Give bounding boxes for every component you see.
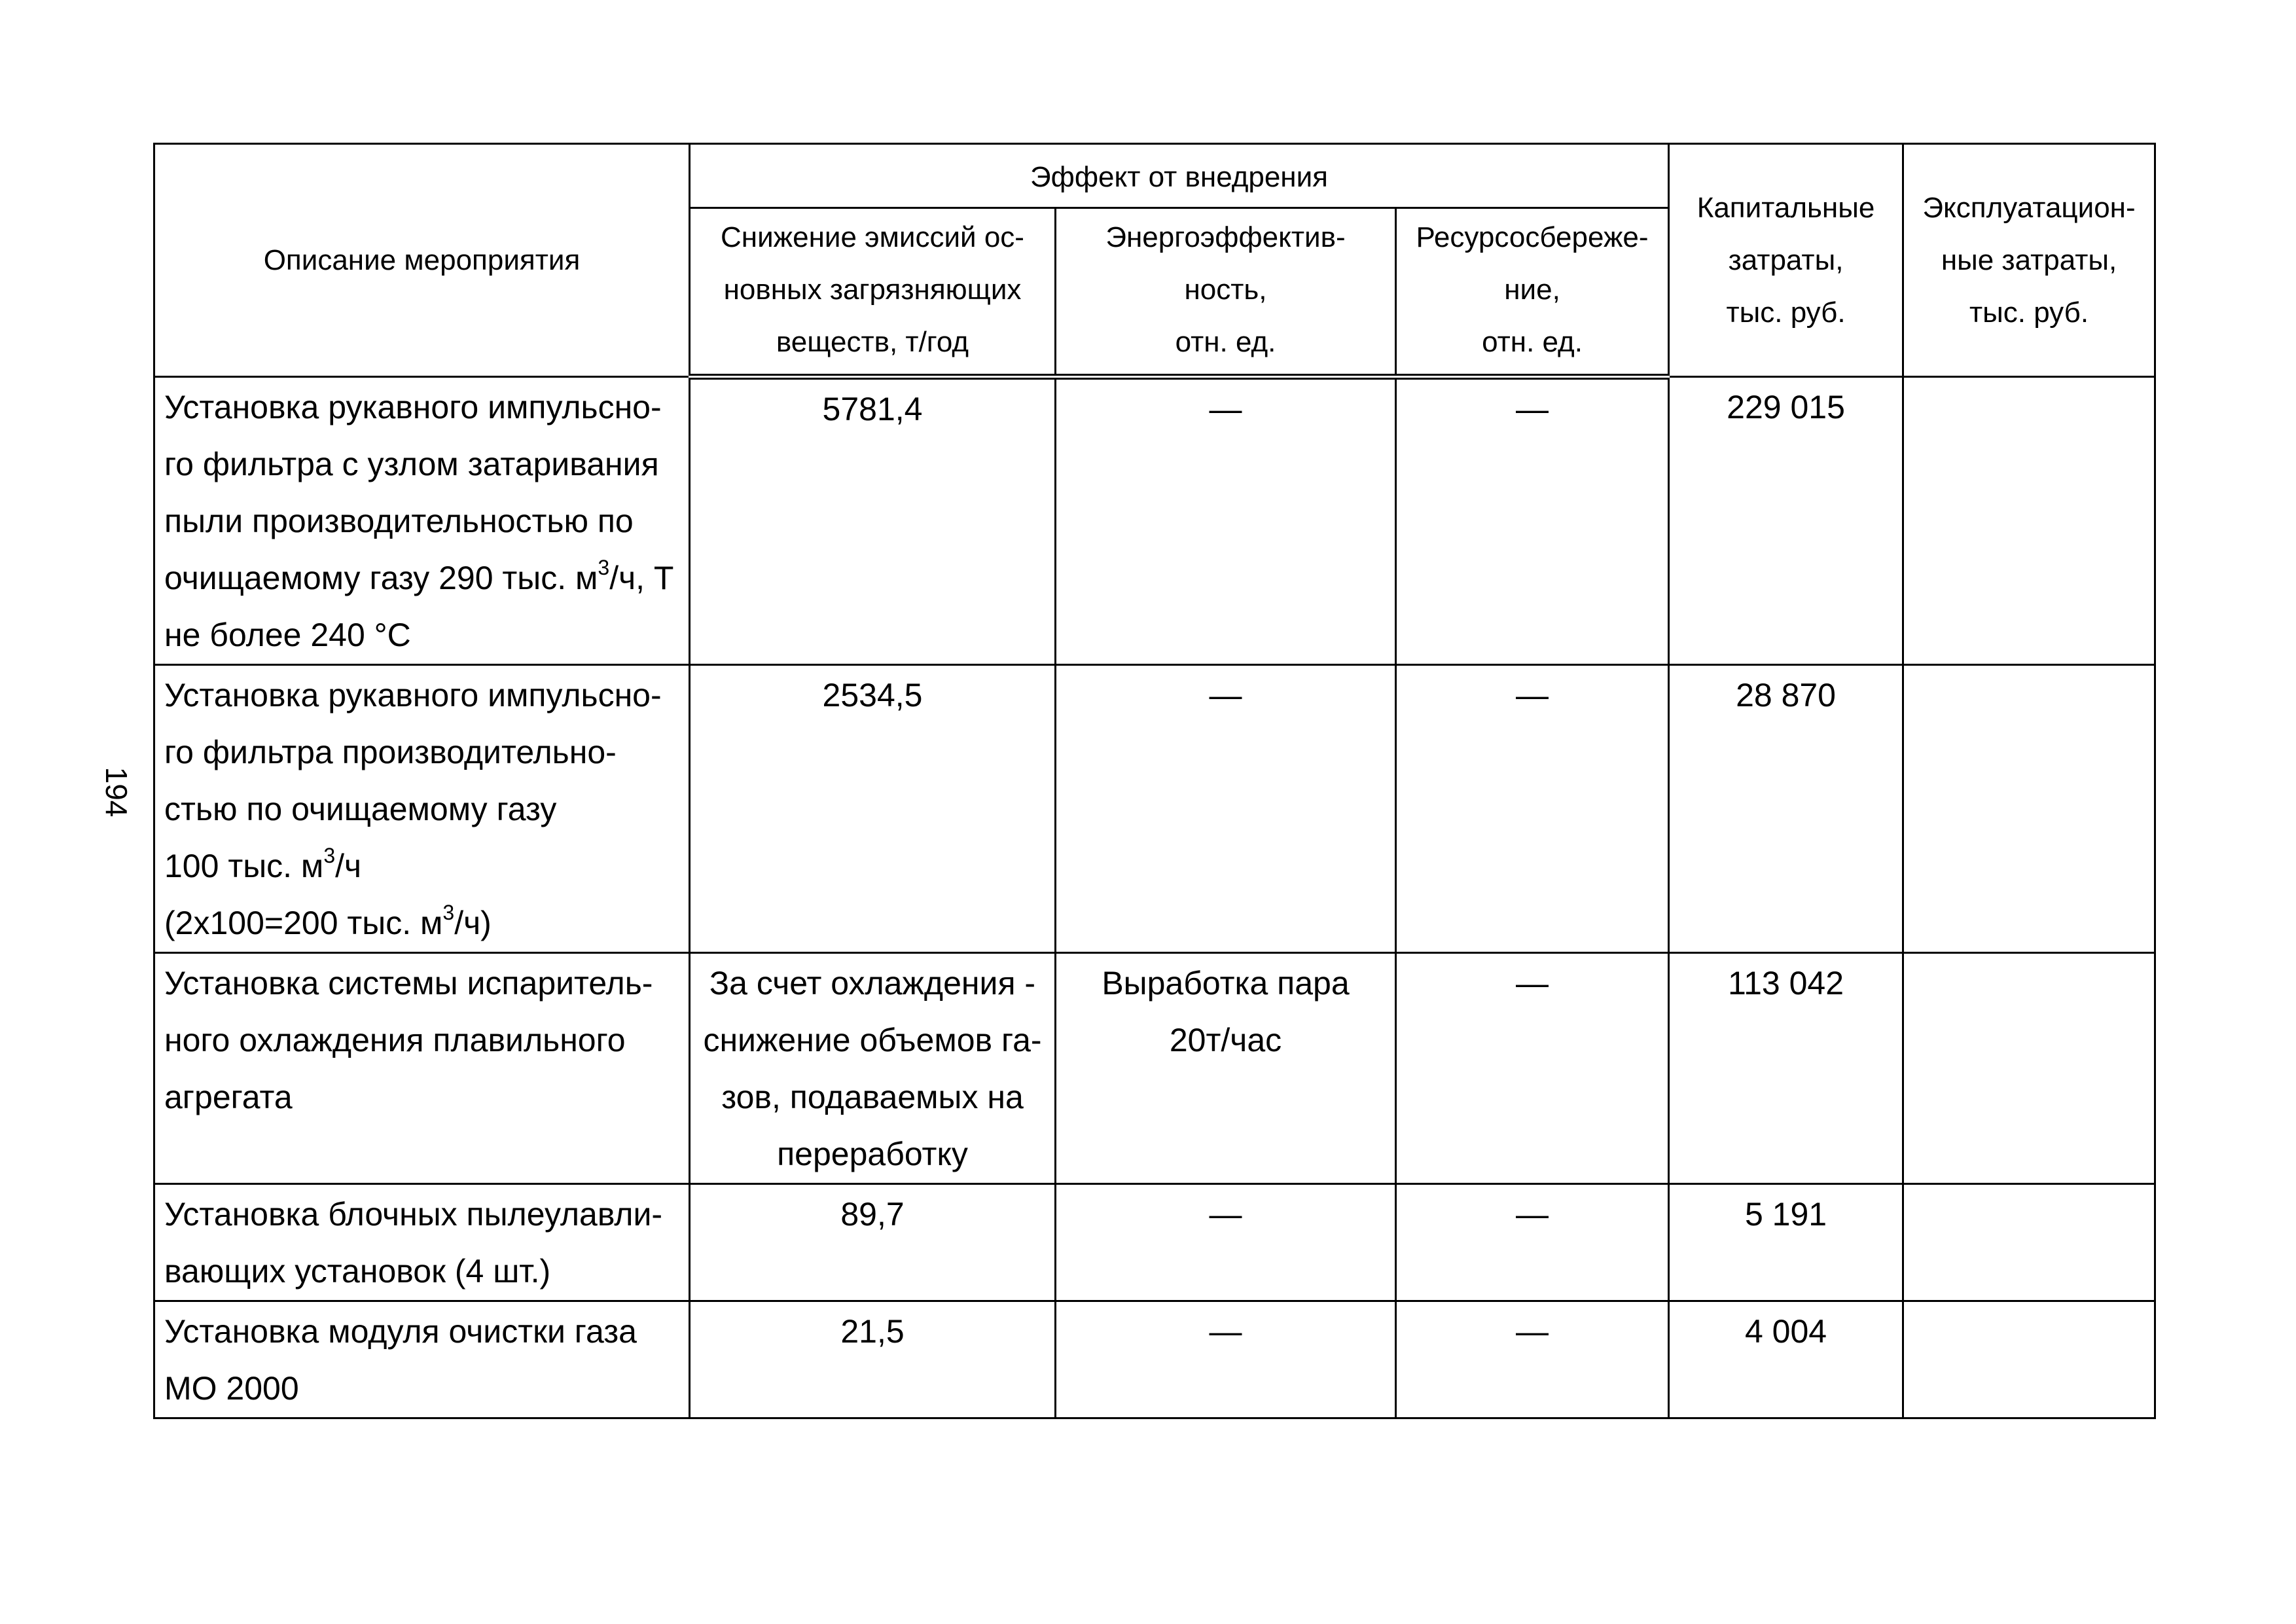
header-resource-line: Ресурсосбереже- — [1416, 221, 1649, 253]
header-description — [154, 144, 690, 377]
header-capital-line: затраты, — [1728, 244, 1844, 276]
cell-operating — [1903, 377, 2155, 665]
cell-value: 5781,4 — [822, 391, 923, 427]
superscript: 3 — [598, 556, 610, 579]
header-capital — [1669, 144, 1903, 377]
cell-value: 20т/час — [1169, 1022, 1282, 1058]
cell-value: Выработка пара — [1102, 965, 1350, 1001]
cell-emissions — [690, 953, 1056, 1184]
cell-value: — — [1516, 677, 1549, 713]
description-line: Установка рукавного импульсно- — [164, 389, 662, 425]
cell-energy — [1056, 953, 1396, 1184]
description-line: стью по очищаемому газу — [164, 791, 557, 827]
cell-value: — — [1516, 391, 1549, 427]
header-energy — [1056, 208, 1396, 377]
description-line: не более 240 °С — [164, 617, 411, 653]
cell-energy — [1056, 1301, 1396, 1418]
header-emissions-line: веществ, т/год — [776, 326, 969, 358]
cell-value: 28 870 — [1736, 677, 1836, 713]
cell-value: — — [1209, 391, 1242, 427]
table-row — [154, 377, 2155, 665]
description-line: агрегата — [164, 1079, 293, 1115]
description-line: Установка системы испаритель- — [164, 965, 653, 1001]
cell-value: 89,7 — [840, 1196, 905, 1233]
header-operating-line: Эксплуатацион- — [1922, 191, 2136, 224]
cell-value: За счет охлаждения - — [709, 965, 1036, 1001]
header-operating — [1903, 144, 2155, 377]
description-line: 100 тыс. $м^3/ч$ — [164, 844, 362, 884]
cell-emissions — [690, 377, 1056, 665]
measures-table — [153, 143, 2156, 1419]
header-effect-group-label: Эффект от внедрения — [1030, 161, 1329, 193]
cell-value: — — [1209, 1196, 1242, 1233]
cell-emissions — [690, 1301, 1056, 1418]
cell-value: 229 015 — [1727, 389, 1845, 425]
header-operating-line: ные затраты, — [1941, 244, 2117, 276]
header-energy-line: Энергоэффектив- — [1105, 221, 1346, 253]
cell-value: 2534,5 — [822, 677, 923, 713]
cell-emissions — [690, 1184, 1056, 1301]
cell-emissions — [690, 665, 1056, 953]
superscript: 3 — [442, 901, 455, 924]
cell-value: — — [1209, 1313, 1242, 1350]
cell-value: снижение объемов га- — [703, 1022, 1042, 1058]
table-header — [154, 144, 2155, 377]
description-line: го фильтра производительно- — [164, 734, 617, 770]
cell-value: — — [1209, 677, 1242, 713]
cell-energy — [1056, 377, 1396, 665]
header-resource-line: отн. ед. — [1482, 326, 1583, 358]
header-energy-line: ность, — [1184, 274, 1267, 306]
header-resource-line: ние, — [1504, 274, 1560, 306]
description-line: очищаемому газу 290 тыс. $м^3/ч$, Т — [164, 556, 674, 596]
cell-operating — [1903, 953, 2155, 1184]
cell-value: — — [1516, 1196, 1549, 1233]
cell-resource — [1396, 1184, 1669, 1301]
cell-value: переработку — [777, 1136, 968, 1172]
cell-energy — [1056, 665, 1396, 953]
table-row — [154, 665, 2155, 953]
description-line: пыли производительностью по — [164, 503, 634, 539]
cell-value: — — [1516, 965, 1549, 1001]
cell-capital — [1669, 377, 1903, 665]
description-line: Установка модуля очистки газа — [164, 1313, 637, 1350]
cell-capital — [1669, 953, 1903, 1184]
cell-value: 4 004 — [1744, 1313, 1827, 1350]
page-number: 194 — [99, 767, 134, 818]
cell-resource — [1396, 1301, 1669, 1418]
header-emissions-line: Снижение эмиссий ос- — [721, 221, 1024, 253]
cell-operating — [1903, 1184, 2155, 1301]
cell-value: 21,5 — [840, 1313, 905, 1350]
table-body — [154, 377, 2155, 1418]
cell-resource — [1396, 665, 1669, 953]
table-row — [154, 1301, 2155, 1418]
cell-description — [154, 377, 690, 665]
cell-resource — [1396, 953, 1669, 1184]
description-line: (2х100=200 тыс. $м^3/ч$) — [164, 901, 492, 941]
header-operating-line: тыс. руб. — [1969, 296, 2089, 329]
cell-description — [154, 665, 690, 953]
header-effect-group — [690, 144, 1669, 208]
header-emissions — [690, 208, 1056, 377]
cell-operating — [1903, 665, 2155, 953]
cell-operating — [1903, 1301, 2155, 1418]
description-line: МО 2000 — [164, 1370, 299, 1407]
cell-capital — [1669, 1184, 1903, 1301]
header-emissions-line: новных загрязняющих — [723, 274, 1022, 306]
description-line: го фильтра с узлом затаривания — [164, 446, 659, 482]
description-line: ного охлаждения плавильного — [164, 1022, 626, 1058]
table-row — [154, 1184, 2155, 1301]
cell-resource — [1396, 377, 1669, 665]
cell-value: зов, подаваемых на — [721, 1079, 1024, 1115]
cell-value: 113 042 — [1728, 965, 1844, 1001]
cell-capital — [1669, 665, 1903, 953]
table-row — [154, 953, 2155, 1184]
header-resource — [1396, 208, 1669, 377]
cell-description — [154, 1301, 690, 1418]
cell-capital — [1669, 1301, 1903, 1418]
cell-description — [154, 953, 690, 1184]
cell-energy — [1056, 1184, 1396, 1301]
header-description-label: Описание мероприятия — [263, 244, 581, 276]
cell-value: — — [1516, 1313, 1549, 1350]
description-line: Установка рукавного импульсно- — [164, 677, 662, 713]
superscript: 3 — [323, 844, 336, 867]
description-line: Установка блочных пылеулавли- — [164, 1196, 663, 1233]
header-capital-line: Капитальные — [1696, 191, 1875, 224]
cell-description — [154, 1184, 690, 1301]
description-line: вающих установок (4 шт.) — [164, 1253, 551, 1290]
cell-value: 5 191 — [1744, 1196, 1827, 1233]
header-capital-line: тыс. руб. — [1726, 296, 1846, 329]
header-energy-line: отн. ед. — [1175, 326, 1276, 358]
